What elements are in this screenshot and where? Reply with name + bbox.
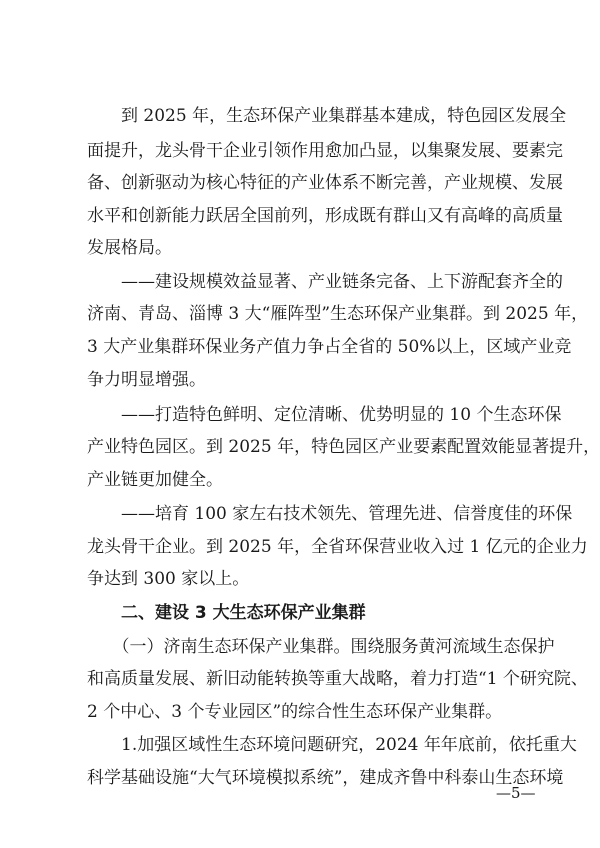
- paragraph-line: 发展格局。: [87, 238, 172, 258]
- paragraph-line: 产业链更加健全。: [87, 470, 223, 490]
- paragraph-line: 水平和创新能力跃居全国前列，形成既有群山又有高峰的高质量: [87, 206, 563, 226]
- paragraph-line: ——培育 100 家左右技术领先、管理先进、信誉度佳的环保: [87, 504, 573, 524]
- paragraph-line: 1.加强区域性生态环境问题研究，2024 年年底前，依托重大: [87, 735, 577, 755]
- paragraph-line: 和高质量发展、新旧动能转换等重大战略，着力打造“1 个研究院、: [87, 669, 588, 689]
- paragraph-line: 产业特色园区。到 2025 年，特色园区产业要素配置效能显著提升，: [87, 437, 600, 457]
- paragraph-line: 科学基础设施“大气环境模拟系统”，建成齐鲁中科泰山生态环境: [87, 768, 564, 788]
- paragraph-line: ——建设规模效益显著、产业链条完备、上下游配套齐全的: [87, 272, 563, 292]
- page-number: —5—: [496, 784, 536, 802]
- paragraph-line: ——打造特色鲜明、定位清晰、优势明显的 10 个生态环保: [87, 405, 562, 425]
- paragraph-line: 龙头骨干企业。到 2025 年，全省环保营业收入过 1 亿元的企业力: [87, 537, 588, 557]
- paragraph-line: 2 个中心、3 个专业园区”的综合性生态环保产业集群。: [87, 702, 503, 722]
- section-heading: 二、建设 3 大生态环保产业集群: [87, 603, 366, 623]
- paragraph-line: 争达到 300 家以上。: [87, 569, 250, 589]
- paragraph-line: 济南、青岛、淄博 3 大“雁阵型”生态环保产业集群。到 2025 年，: [87, 304, 589, 324]
- paragraph-line: 面提升，龙头骨干企业引领作用愈加凸显，以集聚发展、要素完: [87, 141, 563, 161]
- paragraph-line: 3 大产业集群环保业务产值力争占全省的 50%以上，区域产业竞: [87, 337, 572, 357]
- paragraph-line: 到 2025 年，生态环保产业集群基本建成，特色园区发展全: [87, 106, 567, 126]
- paragraph-line: 争力明显增强。: [87, 370, 206, 390]
- paragraph-line: 备、创新驱动为核心特征的产业体系不断完善，产业规模、发展: [87, 173, 563, 193]
- paragraph-line: （一）济南生态环保产业集群。围绕服务黄河流域生态保护: [87, 637, 555, 657]
